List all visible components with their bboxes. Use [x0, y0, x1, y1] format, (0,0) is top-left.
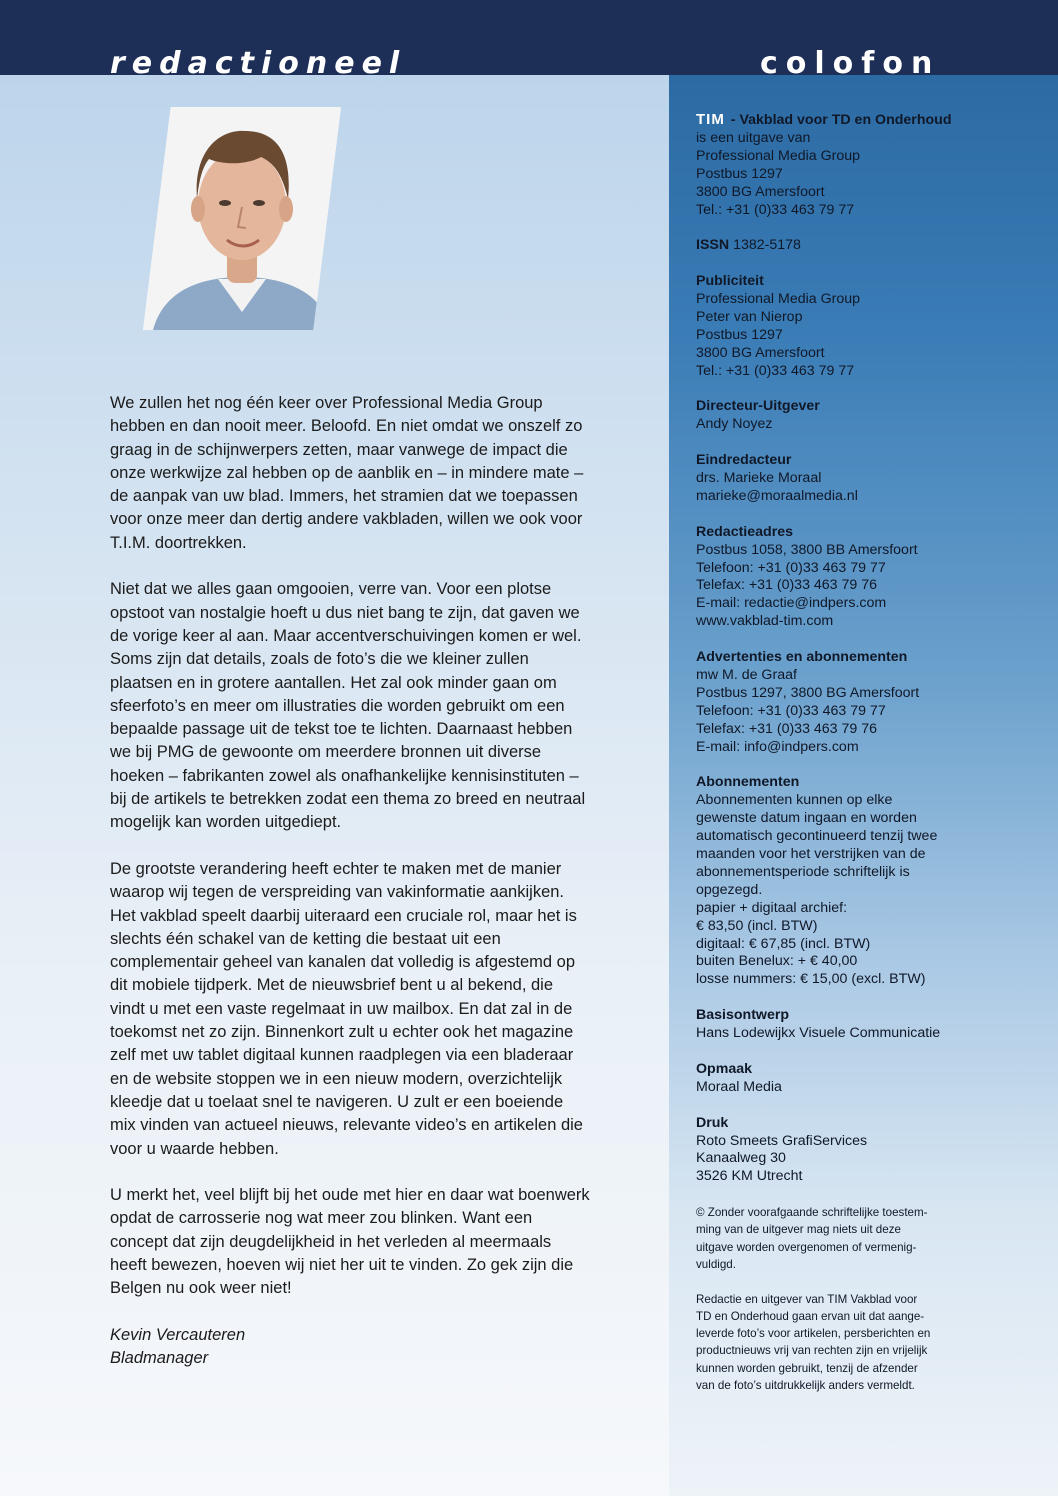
colofon-section — [696, 398, 1036, 434]
article-paragraph: Niet dat we alles gaan omgooien, verre van. Voor een plotse opstoot van nostalgie hoeft u dus niet bang te zijn, dat gaven we de vorige keer al aan. Maar accentverschuivingen komen er wel. Soms zijn dat details, zoals de foto’s die we kleiner zullen plaatsen en in grotere aantallen. Het zal ook minder gaan om sfeerfoto’s en meer om illustraties die worden gebruikt om een bepaalde passage uit de tekst toe te lichten. Daarnaast hebben we bij PMG de gewoonte om meerdere bronnen uit diverse hoeken – fabrikanten zowel als onafhankelijke kennisinstituten – bij de artikels te betrekken zodat een thema zo breed en neutraal mogelijk kan worden uitgediept. — [110, 580, 586, 832]
colofon-section-line: www.vakblad-tim.com — [696, 613, 834, 630]
colofon-section-line: digitaal: € 67,85 (incl. BTW) — [696, 935, 871, 952]
article-paragraph: U merkt het, veel blijft bij het oude met hier en daar wat boenwerk opdat de carrosserie nog wat meer zou blinken. Want een concept dat zijn deugdelijkheid in het verleden al meermaals heeft bewezen, hoeven wij niet her uit te vinden. Zo gek zijn die Belgen nu ook weer niet! — [110, 1186, 590, 1298]
colofon-section-line: Telefoon: +31 (0)33 463 79 77 — [696, 559, 886, 576]
colofon-section-line: Telefax: +31 (0)33 463 79 76 — [696, 577, 878, 594]
colofon-title: colofon — [760, 46, 941, 81]
publisher-line: Postbus 1297 — [696, 165, 783, 182]
colofon-section-line: gewenste datum ingaan en worden — [696, 810, 917, 827]
colofon-section-line: Tel.: +31 (0)33 463 79 77 — [696, 362, 855, 379]
issn-label: ISSN — [696, 237, 730, 254]
publication-heading — [696, 111, 1036, 130]
colofon-section-line: abonnementsperiode schriftelijk is — [696, 863, 910, 880]
publication-title: - Vakblad voor TD en Onderhoud — [730, 112, 952, 128]
portrait-photo-icon — [143, 107, 341, 330]
colofon-section-line: marieke@moraalmedia.nl — [696, 487, 858, 504]
publisher-line: Tel.: +31 (0)33 463 79 77 — [696, 201, 855, 218]
colofon-section-heading: Redactieadres — [696, 523, 793, 540]
colofon-note-line: vuldigd. — [696, 1258, 736, 1271]
redactioneel-title: redactioneel — [110, 46, 407, 81]
colofon-section — [696, 1061, 1036, 1097]
colofon-section-heading: Abonnementen — [696, 774, 800, 791]
signoff-name: Kevin Vercauteren — [110, 1325, 246, 1344]
colofon-section — [696, 1007, 1036, 1043]
publisher-line: 3800 BG Amersfoort — [696, 183, 825, 200]
colofon-section — [696, 774, 1036, 989]
colofon-section-heading: Publiciteit — [696, 273, 764, 290]
signoff — [110, 1324, 590, 1371]
colofon-section-line: Moraal Media — [696, 1078, 782, 1095]
colofon-section — [696, 452, 1036, 506]
colofon-section-line: opgezegd. — [696, 881, 763, 898]
colofon-section-line: E-mail: info@indpers.com — [696, 738, 859, 755]
colofon-section — [696, 524, 1036, 631]
colofon-section-heading: Druk — [696, 1114, 729, 1131]
colofon-section-heading: Basisontwerp — [696, 1007, 790, 1024]
colofon-section-line: mw M. de Graaf — [696, 667, 797, 683]
colofon-section-line: Postbus 1297, 3800 BG Amersfoort — [696, 684, 920, 701]
colofon-section-line: drs. Marieke Moraal — [696, 470, 822, 487]
issn-block — [696, 237, 1036, 255]
colofon-note-line: leverde foto’s voor artikelen, persberichten en — [696, 1327, 931, 1341]
colofon-section — [696, 649, 1036, 756]
colofon-note-line: TD en Onderhoud gaan ervan uit dat aange- — [696, 1309, 925, 1323]
colofon-section-line: E-mail: redactie@indpers.com — [696, 595, 887, 612]
colofon-section-line: Abonnementen kunnen op elke — [696, 792, 893, 809]
article-paragraph: We zullen het nog één keer over Professional Media Group hebben en dan nooit meer. Beloofd. En niet omdat we onszelf zo graag in de schijnwerpers zetten, maar vanwege de impact die onze werkwijze zal hebben op de aanblik en – in mindere mate – de aanpak van uw blad. Immers, het stramien dat we toepassen voor onze meer dan dertig andere vakbladen, willen we ook voor T.I.M. doortrekken. — [110, 394, 584, 552]
colofon-section-line: Peter van Nierop — [696, 308, 803, 325]
colofon-note-line: productnieuws vrij van rechten zijn en vrijelijk — [696, 1344, 928, 1358]
colofon-section-line: Kanaalweg 30 — [696, 1150, 786, 1167]
colofon-section-line: Telefoon: +31 (0)33 463 79 77 — [696, 702, 886, 719]
colofon-section-line: € 83,50 (incl. BTW) — [696, 917, 818, 934]
colofon-section-line: Roto Smeets GrafiServices — [696, 1132, 868, 1149]
colofon-notes — [696, 1204, 1036, 1394]
colofon-section-heading: Eindredacteur — [696, 452, 792, 469]
publisher-line: Professional Media Group — [696, 147, 861, 164]
colofon-section-line: losse nummers: € 15,00 (excl. BTW) — [696, 971, 926, 988]
signoff-role: Bladmanager — [110, 1349, 209, 1368]
colofon-note — [696, 1291, 1036, 1395]
colofon-section-heading: Advertenties en abonnementen — [696, 649, 908, 666]
tim-logo-text: TIM — [696, 111, 725, 128]
colofon-section-heading: Directeur-Uitgever — [696, 398, 820, 415]
publisher-block — [696, 111, 1036, 219]
colofon-section-line: 3526 KM Utrecht — [696, 1168, 803, 1185]
colofon-section-line: Professional Media Group — [696, 291, 861, 308]
colofon-section-line: 3800 BG Amersfoort — [696, 344, 825, 361]
colofon-section — [696, 273, 1036, 380]
colofon-section-line: Hans Lodewijkx Visuele Communicatie — [696, 1025, 941, 1042]
colofon-column — [696, 111, 1036, 1412]
colofon-section-line: Postbus 1297 — [696, 326, 783, 343]
colofon-section-line: papier + digitaal archief: — [696, 899, 848, 916]
colofon-section-heading: Opmaak — [696, 1060, 752, 1077]
colofon-section-line: maanden voor het verstrijken van de — [696, 846, 926, 863]
colofon-note-line: Redactie en uitgever van TIM Vakblad voor — [696, 1292, 918, 1306]
editorial-article — [110, 392, 590, 1370]
colofon-note — [696, 1204, 1036, 1273]
colofon-section-line: Telefax: +31 (0)33 463 79 76 — [696, 720, 878, 737]
colofon-note-line: © Zonder voorafgaande schriftelijke toestem- — [696, 1206, 928, 1220]
portrait-photo — [143, 107, 341, 330]
issn-value: 1382-5178 — [733, 237, 801, 254]
colofon-sections — [696, 273, 1036, 1186]
publisher-line: is een uitgave van — [696, 129, 811, 146]
tim-logo — [696, 111, 725, 129]
article-paragraph: De grootste verandering heeft echter te maken met de manier waarop wij tegen de verspreiding van vakinformatie aankijken. Het vakblad speelt daarbij uiteraard een cruciale rol, maar het is slechts één schakel van de ketting die bestaat uit een complementair geheel van kanalen dat volledig is afgestemd op dit mobiele tijdperk. Met de nieuwsbrief bent u al bekend, die vindt u met een vaste regelmaat in uw mailbox. En dat zal in de toekomst net zo zijn. Binnenkort zult u echter ook het magazine zelf met uw tablet digitaal kunnen raadplegen via een bladeraar en de website stoppen we in een nieuw modern, overzichtelijk kleedje dat u toelaat snel te navigeren. U zult er een boeiende mix vinden van actueel nieuws, relevante video’s en artikelen die voor u waarde hebben. — [110, 859, 583, 1158]
colofon-note-line: uitgave worden overgenomen of vermenig- — [696, 1240, 917, 1254]
colofon-section-line: Postbus 1058, 3800 BB Amersfoort — [696, 541, 918, 558]
colofon-section — [696, 1115, 1036, 1187]
colofon-section-line: Andy Noyez — [696, 416, 773, 433]
colofon-note-line: kunnen worden gebruikt, tenzij de afzender — [696, 1361, 918, 1375]
colofon-section-line: automatisch gecontinueerd tenzij twee — [696, 828, 938, 845]
colofon-note-line: van de foto’s uitdrukkelijk anders vermeldt. — [696, 1379, 915, 1393]
colofon-note-line: ming van de uitgever mag niets uit deze — [696, 1223, 901, 1237]
colofon-section-line: buiten Benelux: + € 40,00 — [696, 953, 858, 970]
